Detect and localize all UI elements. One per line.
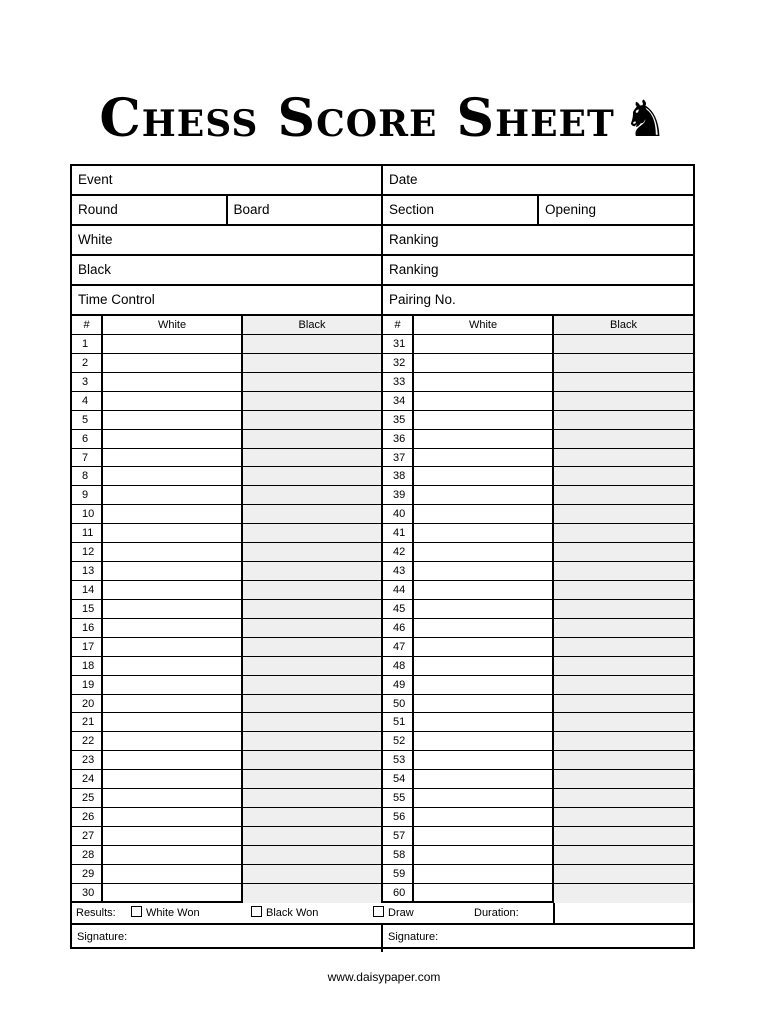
white-won-checkbox[interactable] — [131, 906, 142, 917]
move-row — [72, 600, 381, 619]
black-move-cell[interactable] — [554, 562, 693, 580]
black-move-cell[interactable] — [554, 505, 693, 523]
black-move-cell[interactable] — [243, 657, 381, 675]
black-move-cell[interactable] — [243, 713, 381, 731]
move-row — [383, 543, 693, 562]
black-move-cell[interactable] — [554, 695, 693, 713]
move-number: 51 — [383, 713, 414, 731]
results-left — [72, 903, 383, 923]
white-move-cell[interactable] — [414, 770, 554, 788]
signature-left-field[interactable]: Signature: — [72, 925, 383, 952]
results-label: Results: — [76, 907, 116, 919]
signature-row — [72, 925, 693, 952]
info-row-event — [72, 166, 693, 196]
white-move-cell[interactable] — [414, 430, 554, 448]
black-move-cell[interactable] — [243, 449, 381, 467]
footer-url: www.daisypaper.com — [327, 970, 441, 984]
white-move-cell[interactable] — [414, 354, 554, 372]
white-move-cell[interactable] — [414, 600, 554, 618]
white-move-cell[interactable] — [103, 581, 243, 599]
white-move-cell[interactable] — [414, 638, 554, 656]
black-move-cell[interactable] — [243, 808, 381, 826]
white-move-cell[interactable] — [103, 600, 243, 618]
move-number: 46 — [383, 619, 414, 637]
black-move-cell[interactable] — [554, 638, 693, 656]
white-move-cell[interactable] — [414, 449, 554, 467]
black-move-cell[interactable] — [554, 827, 693, 845]
black-move-cell[interactable] — [554, 770, 693, 788]
moves-column-left — [72, 316, 383, 901]
move-number: 36 — [383, 430, 414, 448]
draw-checkbox[interactable] — [373, 906, 384, 917]
move-number: 55 — [383, 789, 414, 807]
move-row — [72, 713, 381, 732]
black-move-cell[interactable] — [554, 846, 693, 864]
white-move-cell[interactable] — [103, 505, 243, 523]
black-move-cell[interactable] — [554, 581, 693, 599]
white-header: White — [414, 316, 554, 334]
move-row — [72, 638, 381, 657]
move-number: 50 — [383, 695, 414, 713]
move-number: 27 — [72, 827, 103, 845]
move-number: 15 — [72, 600, 103, 618]
move-row — [72, 562, 381, 581]
round-board-group — [72, 196, 383, 224]
move-row — [383, 657, 693, 676]
white-move-cell[interactable] — [414, 562, 554, 580]
black-move-cell[interactable] — [243, 846, 381, 864]
move-row — [72, 676, 381, 695]
black-move-cell[interactable] — [554, 335, 693, 353]
move-row — [72, 581, 381, 600]
move-row — [383, 600, 693, 619]
move-row — [383, 562, 693, 581]
white-move-cell[interactable] — [103, 751, 243, 769]
move-row — [383, 732, 693, 751]
move-number: 53 — [383, 751, 414, 769]
move-number: 59 — [383, 865, 414, 883]
black-player-field[interactable]: Black — [72, 256, 383, 284]
black-ranking-field[interactable]: Ranking — [389, 262, 439, 277]
white-move-cell[interactable] — [103, 676, 243, 694]
moves-table — [72, 316, 693, 903]
move-number: 33 — [383, 373, 414, 391]
move-row — [383, 449, 693, 468]
move-number: 34 — [383, 392, 414, 410]
time-control-field[interactable]: Time Control — [72, 286, 383, 314]
info-row-round — [72, 196, 693, 226]
black-move-cell[interactable] — [554, 657, 693, 675]
move-number: 7 — [72, 449, 103, 467]
section-field[interactable]: Section — [383, 196, 539, 224]
move-row — [72, 619, 381, 638]
move-number: 58 — [383, 846, 414, 864]
white-move-cell[interactable] — [103, 619, 243, 637]
move-number: 20 — [72, 695, 103, 713]
move-number: 1 — [72, 335, 103, 353]
move-row — [72, 770, 381, 789]
move-row — [383, 505, 693, 524]
move-number: 35 — [383, 411, 414, 429]
white-move-cell[interactable] — [103, 467, 243, 485]
move-number: 16 — [72, 619, 103, 637]
black-move-cell[interactable] — [554, 411, 693, 429]
move-number: 54 — [383, 770, 414, 788]
move-row — [383, 676, 693, 695]
move-number-header: # — [383, 316, 414, 334]
move-row — [383, 619, 693, 638]
white-move-cell[interactable] — [103, 770, 243, 788]
move-row — [72, 467, 381, 486]
move-row — [383, 884, 693, 903]
move-number: 43 — [383, 562, 414, 580]
black-move-cell[interactable] — [554, 865, 693, 883]
white-move-cell[interactable] — [414, 676, 554, 694]
move-row — [72, 808, 381, 827]
move-row — [72, 543, 381, 562]
move-row — [383, 695, 693, 714]
move-row — [72, 884, 381, 903]
black-move-cell[interactable] — [243, 827, 381, 845]
white-move-cell[interactable] — [414, 619, 554, 637]
move-number: 56 — [383, 808, 414, 826]
pairing-number-field[interactable]: Pairing No. — [389, 292, 456, 307]
white-move-cell[interactable] — [414, 335, 554, 353]
move-number: 48 — [383, 657, 414, 675]
move-number: 47 — [383, 638, 414, 656]
event-field[interactable]: Event — [72, 166, 383, 194]
black-move-cell[interactable] — [554, 808, 693, 826]
black-move-cell[interactable] — [554, 373, 693, 391]
move-row — [72, 827, 381, 846]
black-move-cell[interactable] — [243, 524, 381, 542]
black-move-cell[interactable] — [243, 789, 381, 807]
move-number: 57 — [383, 827, 414, 845]
section-opening-group — [383, 196, 693, 224]
black-move-cell[interactable] — [243, 354, 381, 372]
move-row — [383, 373, 693, 392]
white-move-cell[interactable] — [103, 486, 243, 504]
white-move-cell[interactable] — [103, 808, 243, 826]
move-row — [383, 789, 693, 808]
move-number: 45 — [383, 600, 414, 618]
move-number: 32 — [383, 354, 414, 372]
black-move-cell[interactable] — [554, 884, 693, 903]
white-move-cell[interactable] — [414, 411, 554, 429]
white-move-cell[interactable] — [414, 657, 554, 675]
black-move-cell[interactable] — [243, 581, 381, 599]
black-won-option[interactable] — [251, 903, 318, 923]
moves-header — [72, 316, 381, 335]
move-row — [72, 657, 381, 676]
black-move-cell[interactable] — [554, 713, 693, 731]
duration-field[interactable] — [555, 903, 693, 923]
white-move-cell[interactable] — [414, 827, 554, 845]
white-move-cell[interactable] — [103, 373, 243, 391]
move-row — [383, 335, 693, 354]
move-row — [72, 524, 381, 543]
white-move-cell[interactable] — [414, 373, 554, 391]
move-row — [383, 846, 693, 865]
black-header: Black — [243, 316, 381, 334]
white-move-cell[interactable] — [414, 732, 554, 750]
move-number: 19 — [72, 676, 103, 694]
white-player-field[interactable]: White — [72, 226, 383, 254]
move-number: 6 — [72, 430, 103, 448]
move-number: 52 — [383, 732, 414, 750]
white-move-cell[interactable] — [103, 884, 243, 903]
black-move-cell[interactable] — [554, 676, 693, 694]
move-number: 49 — [383, 676, 414, 694]
move-row — [383, 751, 693, 770]
black-move-cell[interactable] — [243, 770, 381, 788]
move-number: 14 — [72, 581, 103, 599]
white-won-option[interactable] — [131, 903, 200, 923]
draw-label: Draw — [388, 907, 414, 919]
white-move-cell[interactable] — [103, 846, 243, 864]
black-move-cell[interactable] — [243, 543, 381, 561]
move-row — [383, 354, 693, 373]
black-move-cell[interactable] — [554, 354, 693, 372]
white-move-cell[interactable] — [414, 789, 554, 807]
black-move-cell[interactable] — [243, 467, 381, 485]
white-move-cell[interactable] — [414, 543, 554, 561]
white-move-cell[interactable] — [103, 865, 243, 883]
white-move-cell[interactable] — [103, 732, 243, 750]
move-number: 44 — [383, 581, 414, 599]
black-move-cell[interactable] — [554, 524, 693, 542]
move-row — [72, 865, 381, 884]
black-move-cell[interactable] — [243, 695, 381, 713]
black-move-cell[interactable] — [554, 449, 693, 467]
white-move-cell[interactable] — [414, 808, 554, 826]
move-number: 42 — [383, 543, 414, 561]
move-row — [72, 449, 381, 468]
white-move-cell[interactable] — [414, 524, 554, 542]
board-field[interactable]: Board — [233, 202, 270, 217]
move-row — [72, 732, 381, 751]
move-row — [72, 789, 381, 808]
white-won-label: White Won — [146, 907, 200, 919]
white-move-cell[interactable] — [414, 505, 554, 523]
move-number: 12 — [72, 543, 103, 561]
date-field[interactable]: Date — [389, 172, 418, 187]
move-number: 23 — [72, 751, 103, 769]
move-number: 37 — [383, 449, 414, 467]
move-number: 2 — [72, 354, 103, 372]
white-move-cell[interactable] — [103, 789, 243, 807]
white-header: White — [103, 316, 243, 334]
duration-label: Duration: — [474, 907, 519, 919]
move-row — [72, 695, 381, 714]
white-move-cell[interactable] — [103, 524, 243, 542]
white-move-cell[interactable] — [414, 467, 554, 485]
move-row — [72, 430, 381, 449]
white-move-cell[interactable] — [414, 713, 554, 731]
move-row — [383, 524, 693, 543]
white-move-cell[interactable] — [103, 411, 243, 429]
black-won-label: Black Won — [266, 907, 319, 919]
white-move-cell[interactable] — [103, 713, 243, 731]
title-text: Chess Score Sheet — [99, 88, 615, 149]
white-move-cell[interactable] — [414, 392, 554, 410]
move-number: 3 — [72, 373, 103, 391]
chess-knight-icon: ♞ — [622, 90, 669, 148]
white-move-cell[interactable] — [103, 562, 243, 580]
black-move-cell[interactable] — [243, 638, 381, 656]
white-move-cell[interactable] — [414, 581, 554, 599]
round-field[interactable]: Round — [72, 196, 228, 224]
move-row — [383, 827, 693, 846]
black-move-cell[interactable] — [554, 600, 693, 618]
move-number: 13 — [72, 562, 103, 580]
move-number: 10 — [72, 505, 103, 523]
move-row — [72, 486, 381, 505]
black-move-cell[interactable] — [554, 619, 693, 637]
white-move-cell[interactable] — [103, 657, 243, 675]
move-number: 24 — [72, 770, 103, 788]
page-title — [0, 84, 768, 154]
white-move-cell[interactable] — [414, 865, 554, 883]
move-row — [72, 392, 381, 411]
move-number: 31 — [383, 335, 414, 353]
moves-column-right — [383, 316, 693, 901]
move-row — [383, 713, 693, 732]
white-move-cell[interactable] — [103, 335, 243, 353]
move-number-header: # — [72, 316, 103, 334]
move-number: 39 — [383, 486, 414, 504]
move-row — [383, 770, 693, 789]
white-move-cell[interactable] — [414, 884, 554, 903]
white-move-cell[interactable] — [103, 827, 243, 845]
results-row — [72, 903, 693, 925]
opening-field[interactable]: Opening — [545, 202, 597, 217]
move-row — [383, 865, 693, 884]
move-row — [383, 486, 693, 505]
black-move-cell[interactable] — [243, 751, 381, 769]
white-move-cell[interactable] — [103, 430, 243, 448]
white-move-cell[interactable] — [103, 695, 243, 713]
white-move-cell[interactable] — [103, 392, 243, 410]
black-move-cell[interactable] — [554, 543, 693, 561]
white-move-cell[interactable] — [414, 846, 554, 864]
black-move-cell[interactable] — [243, 505, 381, 523]
move-number: 38 — [383, 467, 414, 485]
white-move-cell[interactable] — [103, 638, 243, 656]
white-move-cell[interactable] — [414, 486, 554, 504]
info-row-white — [72, 226, 693, 256]
black-move-cell[interactable] — [554, 392, 693, 410]
white-move-cell[interactable] — [103, 354, 243, 372]
move-number: 28 — [72, 846, 103, 864]
white-ranking-field[interactable]: Ranking — [389, 232, 439, 247]
move-number: 17 — [72, 638, 103, 656]
info-row-black — [72, 256, 693, 286]
move-number: 8 — [72, 467, 103, 485]
black-move-cell[interactable] — [243, 562, 381, 580]
black-move-cell[interactable] — [554, 486, 693, 504]
move-row — [383, 638, 693, 657]
black-move-cell[interactable] — [554, 732, 693, 750]
move-number: 11 — [72, 524, 103, 542]
move-number: 41 — [383, 524, 414, 542]
move-number: 5 — [72, 411, 103, 429]
move-number: 40 — [383, 505, 414, 523]
results-mid — [383, 903, 555, 923]
draw-option[interactable] — [373, 903, 414, 923]
move-number: 29 — [72, 865, 103, 883]
black-move-cell[interactable] — [243, 676, 381, 694]
move-row — [383, 808, 693, 827]
move-row — [72, 411, 381, 430]
black-move-cell[interactable] — [243, 335, 381, 353]
move-row — [383, 581, 693, 600]
white-move-cell[interactable] — [414, 751, 554, 769]
signature-right-field[interactable]: Signature: — [388, 931, 439, 943]
move-row — [383, 392, 693, 411]
white-move-cell[interactable] — [414, 695, 554, 713]
move-row — [383, 430, 693, 449]
black-move-cell[interactable] — [243, 430, 381, 448]
move-number: 18 — [72, 657, 103, 675]
black-move-cell[interactable] — [243, 884, 381, 903]
move-row — [72, 335, 381, 354]
black-move-cell[interactable] — [554, 430, 693, 448]
black-move-cell[interactable] — [243, 486, 381, 504]
black-header: Black — [554, 316, 693, 334]
black-move-cell[interactable] — [243, 373, 381, 391]
white-move-cell[interactable] — [103, 449, 243, 467]
move-number: 26 — [72, 808, 103, 826]
black-move-cell[interactable] — [243, 732, 381, 750]
score-sheet — [70, 164, 695, 949]
black-move-cell[interactable] — [243, 619, 381, 637]
move-number: 30 — [72, 884, 103, 903]
move-number: 21 — [72, 713, 103, 731]
move-row — [72, 751, 381, 770]
black-move-cell[interactable] — [554, 789, 693, 807]
move-number: 25 — [72, 789, 103, 807]
move-row — [383, 411, 693, 430]
black-move-cell[interactable] — [243, 600, 381, 618]
black-won-checkbox[interactable] — [251, 906, 262, 917]
info-row-time — [72, 286, 693, 316]
white-move-cell[interactable] — [103, 543, 243, 561]
move-row — [72, 846, 381, 865]
move-row — [383, 467, 693, 486]
move-number: 22 — [72, 732, 103, 750]
black-move-cell[interactable] — [243, 865, 381, 883]
move-number: 9 — [72, 486, 103, 504]
black-move-cell[interactable] — [554, 751, 693, 769]
black-move-cell[interactable] — [554, 467, 693, 485]
move-number: 4 — [72, 392, 103, 410]
move-row — [72, 373, 381, 392]
black-move-cell[interactable] — [243, 392, 381, 410]
moves-header — [383, 316, 693, 335]
move-row — [72, 354, 381, 373]
black-move-cell[interactable] — [243, 411, 381, 429]
move-number: 60 — [383, 884, 414, 903]
move-row — [72, 505, 381, 524]
